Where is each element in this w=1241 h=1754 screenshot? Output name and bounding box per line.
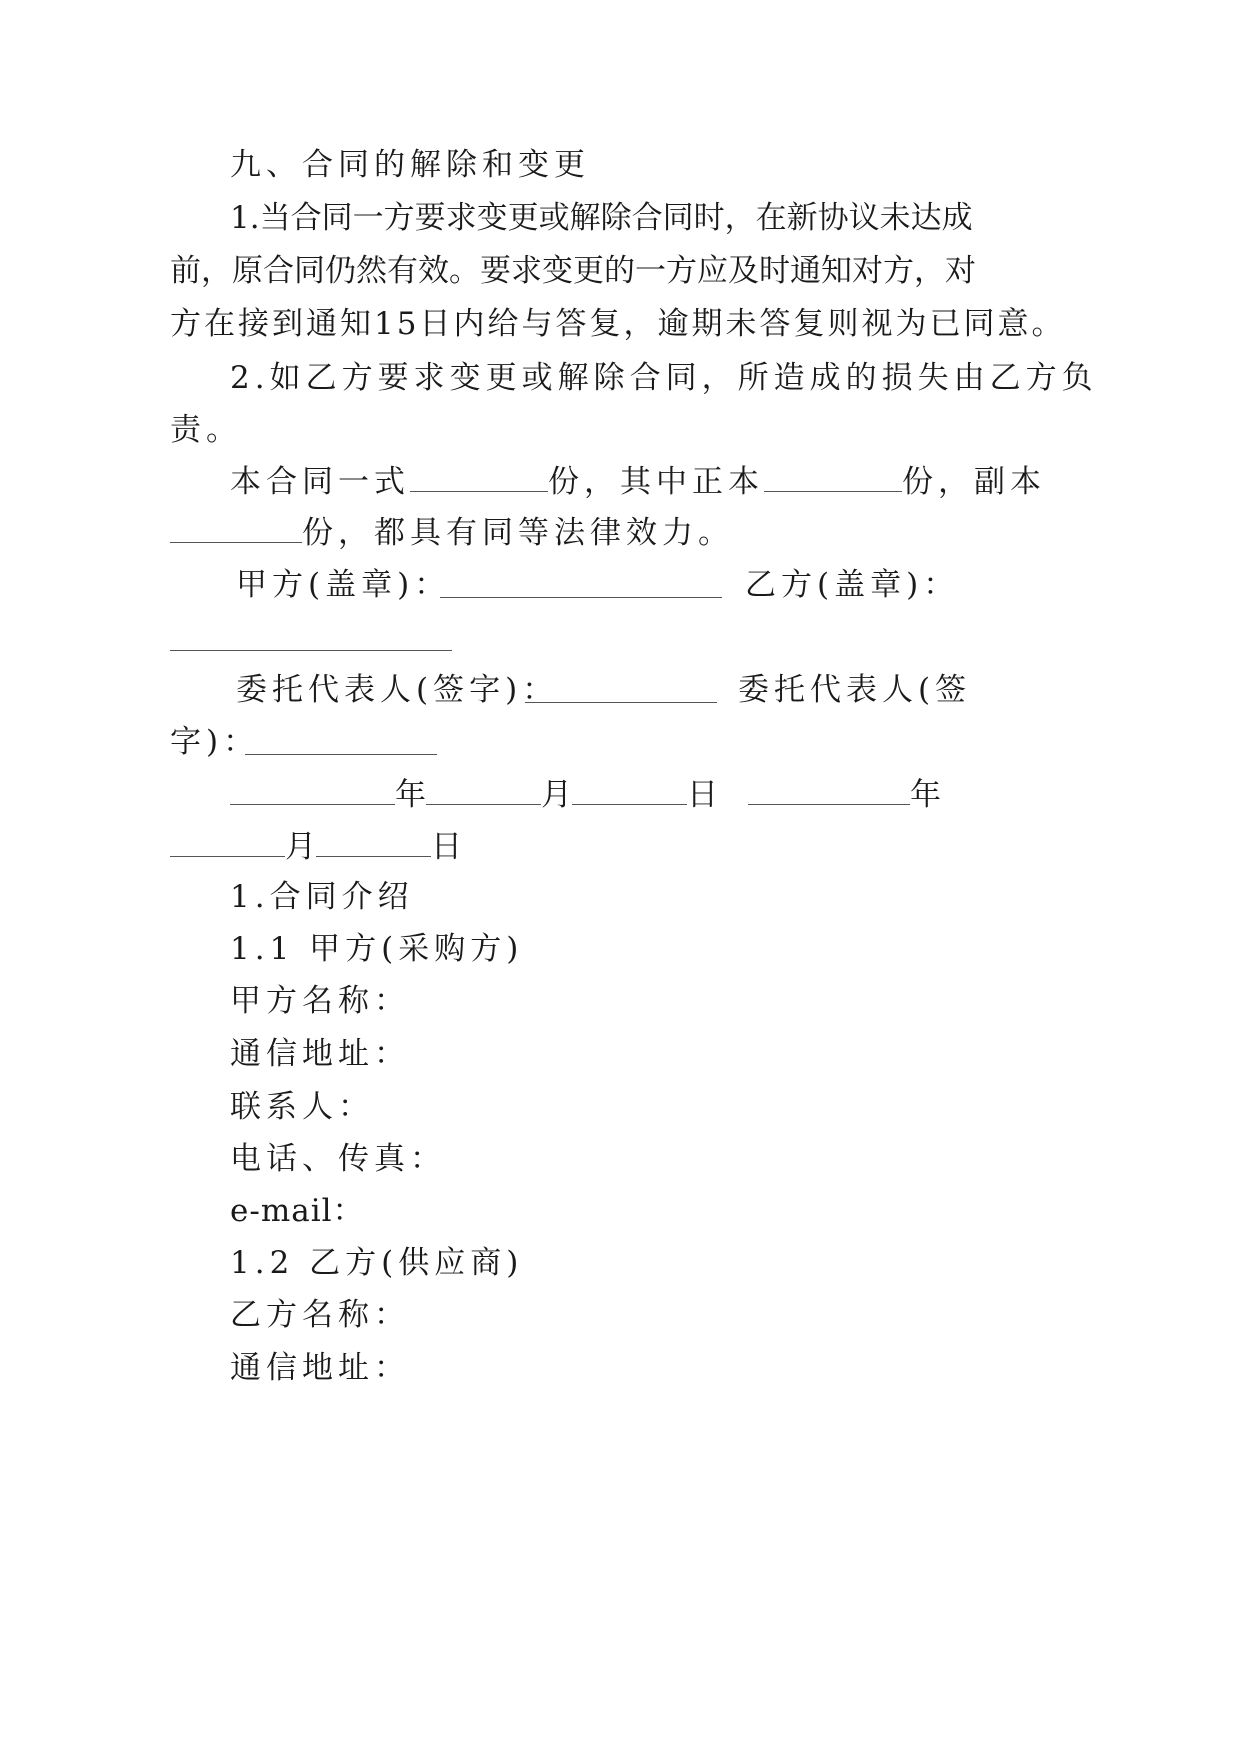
date-b-year-line bbox=[748, 774, 941, 815]
date-b-year: 年 bbox=[910, 777, 941, 813]
date-b-year-blank[interactable] bbox=[748, 774, 910, 805]
clause1-line2: 前，原合同仍然有效。要求变更的一方应及时通知对方，对 bbox=[170, 253, 976, 289]
section-title: 九、合同的解除和变更 bbox=[230, 147, 590, 183]
party-a-seal-blank[interactable] bbox=[440, 567, 722, 598]
address-b-label: 通信地址： bbox=[230, 1350, 410, 1386]
date-b-month-blank[interactable] bbox=[170, 826, 285, 857]
copies-line2 bbox=[170, 512, 734, 553]
clause1-line1: 1.当合同一方要求变更或解除合同时，在新协议未达成 bbox=[230, 200, 973, 236]
rep-b-label-part1: 委托代表人(签 bbox=[738, 672, 972, 708]
date-a-year-blank[interactable] bbox=[230, 774, 395, 805]
copies-fen2: 份，副本 bbox=[902, 464, 1046, 500]
copies-fen1: 份，其中正本 bbox=[548, 464, 764, 500]
copies-original-blank[interactable] bbox=[764, 461, 902, 492]
rep-b-label-part2: 字)： bbox=[170, 724, 260, 760]
date-a-month-blank[interactable] bbox=[426, 774, 541, 805]
rep-a-label: 委托代表人(签字)： bbox=[236, 672, 559, 708]
clause1-line3: 方在接到通知15日内给与答复，逾期未答复则视为已同意。 bbox=[170, 306, 1066, 342]
date-a-day-blank[interactable] bbox=[572, 774, 687, 805]
date-a-year: 年 bbox=[395, 777, 426, 813]
party-b-seal-blank[interactable] bbox=[170, 620, 452, 651]
date-b-day-blank[interactable] bbox=[316, 826, 431, 857]
copies-total-blank[interactable] bbox=[410, 461, 548, 492]
date-a-line bbox=[230, 774, 718, 815]
party-a-heading: 1.1 甲方(采购方) bbox=[230, 931, 524, 967]
rep-a-blank[interactable] bbox=[525, 672, 717, 703]
copies-line1 bbox=[230, 461, 1046, 502]
address-a-label: 通信地址： bbox=[230, 1036, 410, 1072]
email-label: e-mail： bbox=[230, 1193, 365, 1229]
date-b-line2 bbox=[170, 826, 462, 867]
party-b-heading: 1.2 乙方(供应商) bbox=[230, 1245, 524, 1281]
rep-b-blank[interactable] bbox=[245, 724, 437, 755]
copies-suffix: 份，都具有同等法律效力。 bbox=[302, 515, 734, 551]
copies-prefix: 本合同一式 bbox=[230, 464, 410, 500]
clause2-line1: 2.如乙方要求变更或解除合同，所造成的损失由乙方负 bbox=[230, 360, 1098, 396]
party-a-name-label: 甲方名称： bbox=[230, 983, 410, 1019]
party-b-name-label: 乙方名称： bbox=[230, 1297, 410, 1333]
date-b-month: 月 bbox=[285, 829, 316, 865]
party-a-seal-label: 甲方(盖章)： bbox=[236, 567, 451, 603]
contact-label: 联系人： bbox=[230, 1089, 374, 1125]
date-a-day: 日 bbox=[687, 777, 718, 813]
party-b-seal-label: 乙方(盖章)： bbox=[745, 567, 960, 603]
date-a-month: 月 bbox=[541, 777, 572, 813]
phone-fax-label: 电话、传真： bbox=[230, 1141, 446, 1177]
clause2-line2: 责。 bbox=[170, 412, 242, 448]
copies-duplicate-blank[interactable] bbox=[170, 512, 302, 543]
intro-heading: 1.合同介绍 bbox=[230, 879, 414, 915]
date-b-day: 日 bbox=[431, 829, 462, 865]
